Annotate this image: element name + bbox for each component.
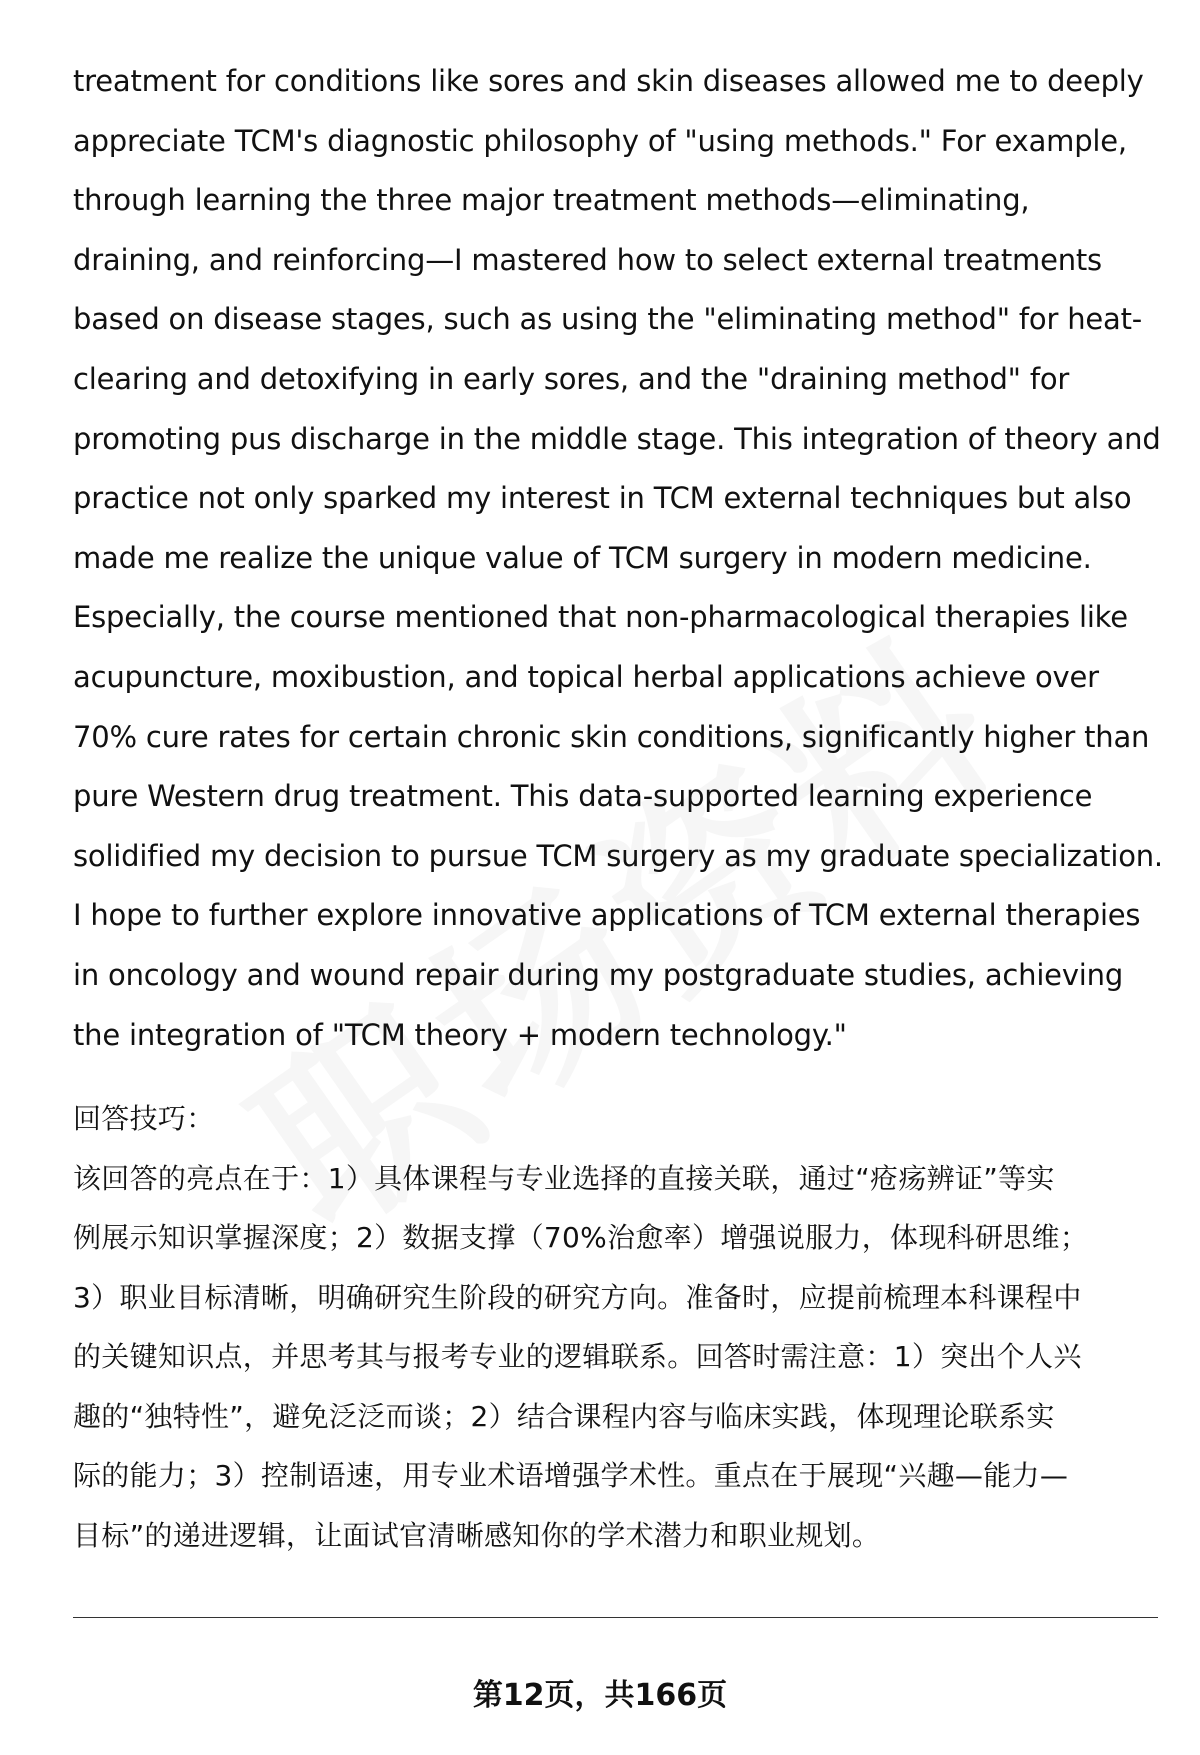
text-line: promoting pus discharge in the middle stage. This integration of theory and: [73, 421, 1161, 456]
text-line: Especially, the course mentioned that non-pharmacological therapies like: [73, 600, 1128, 635]
text-line: draining, and reinforcing—I mastered how to select external treatments: [73, 242, 1102, 277]
text-line: based on disease stages, such as using the "eliminating method" for heat-: [73, 302, 1143, 337]
tips-heading: 回答技巧：: [73, 1102, 215, 1136]
tips-line: 目标”的递进逻辑，让面试官清晰感知你的学术潜力和职业规划。: [73, 1518, 881, 1552]
answer-tips-section: [73, 1089, 1158, 1565]
footer-divider: [73, 1617, 1158, 1618]
text-line: made me realize the unique value of TCM surgery in modern medicine.: [73, 540, 1092, 575]
text-line: acupuncture, moxibustion, and topical herbal applications achieve over: [73, 659, 1099, 694]
tips-line: 趣的“独特性”，避免泛泛而谈；2）结合课程内容与临床实践，体现理论联系实: [73, 1399, 1055, 1433]
tips-line: 该回答的亮点在于：1）具体课程与专业选择的直接关联，通过“疮疡辨证”等实: [73, 1161, 1055, 1195]
answer-body-text: [73, 52, 1163, 1065]
text-line: in oncology and wound repair during my postgraduate studies, achieving: [73, 957, 1124, 992]
text-line: clearing and detoxifying in early sores, and the "draining method" for: [73, 361, 1070, 396]
text-line: I hope to further explore innovative applications of TCM external therapies: [73, 898, 1141, 933]
tips-line: 例展示知识掌握深度；2）数据支撑（70%治愈率）增强说服力，体现科研思维；: [73, 1221, 1089, 1255]
tips-line: 3）职业目标清晰，明确研究生阶段的研究方向。准备时，应提前梳理本科课程中: [73, 1280, 1082, 1314]
tips-line: 际的能力；3）控制语速，用专业术语增强学术性。重点在于展现“兴趣—能力—: [73, 1459, 1069, 1493]
text-line: treatment for conditions like sores and skin diseases allowed me to deeply: [73, 64, 1144, 98]
page-number: 第12页，共166页: [472, 1678, 728, 1713]
text-line: solidified my decision to pursue TCM surgery as my graduate specialization.: [73, 838, 1163, 873]
text-line: the integration of "TCM theory + modern technology.": [73, 1017, 847, 1052]
page-content: [73, 52, 1163, 1565]
text-line: 70% cure rates for certain chronic skin conditions, significantly higher than: [73, 719, 1150, 754]
text-line: practice not only sparked my interest in TCM external techniques but also: [73, 481, 1132, 516]
tips-line: 的关键知识点，并思考其与报考专业的逻辑联系。回答时需注意：1）突出个人兴: [73, 1340, 1082, 1374]
text-line: pure Western drug treatment. This data-supported learning experience: [73, 779, 1093, 814]
text-line: appreciate TCM's diagnostic philosophy of "using methods." For example,: [73, 123, 1127, 158]
text-line: through learning the three major treatment methods—eliminating,: [73, 183, 1030, 218]
